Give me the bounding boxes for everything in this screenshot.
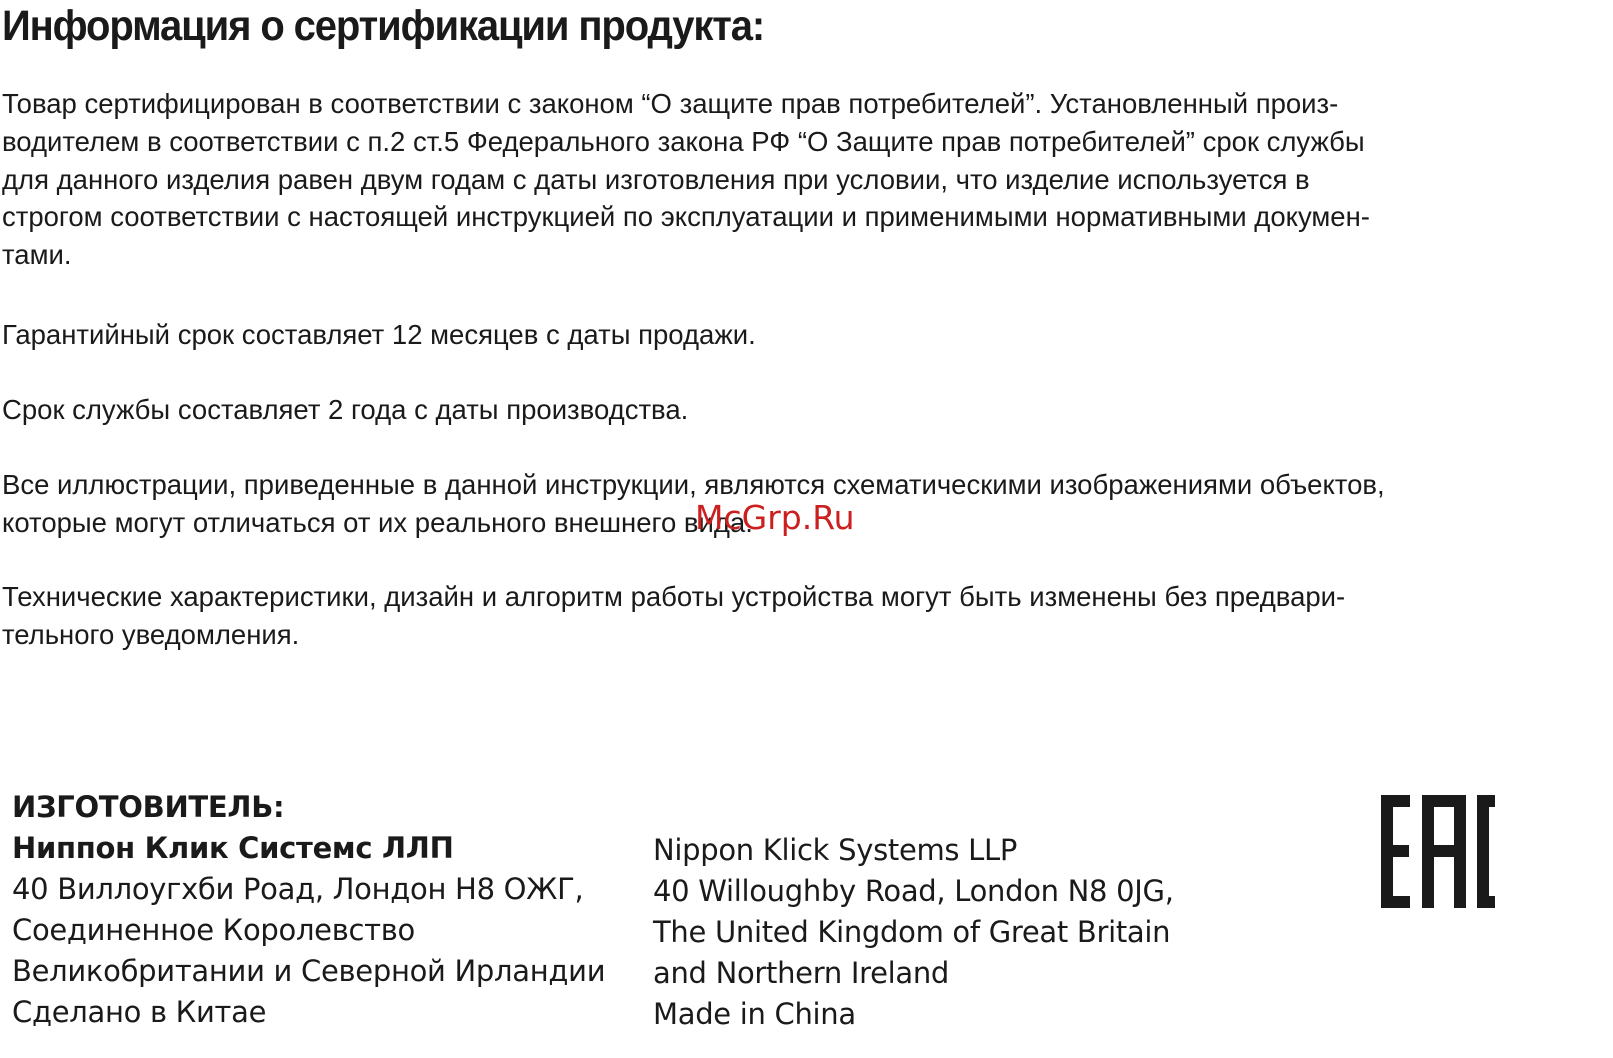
specs-change-paragraph xyxy=(2,578,1345,654)
manufacturer-address-line-en: The United Kingdom of Great Britain xyxy=(653,915,1171,949)
paragraph-line: строгом соответствии с настоящей инструкцией по эксплуатации и применимыми нормативными докумен- xyxy=(2,201,1370,233)
paragraph-line: Товар сертифицирован в соответствии с законом “О защите прав потребителей”. Установленный произ- xyxy=(2,88,1339,119)
manufacturer-company-ru: Ниппон Клик Системс ЛЛП xyxy=(12,831,454,865)
paragraph-line: которые могут отличаться от их реального внешнего вида. xyxy=(2,506,753,538)
paragraph-line: Срок службы составляет 2 года с даты производства. xyxy=(2,394,689,425)
manufacturer-origin-ru: Сделано в Китае xyxy=(12,995,267,1029)
paragraph-line: Гарантийный срок составляет 12 месяцев с даты продажи. xyxy=(2,319,756,350)
eac-mark-icon xyxy=(1381,795,1495,908)
manufacturer-address-line-en: and Northern Ireland xyxy=(653,956,950,990)
manufacturer-company-en: Nippon Klick Systems LLP xyxy=(653,833,1018,867)
paragraph-line: Все иллюстрации, приведенные в данной инструкции, являются схематическими изображениями объектов, xyxy=(2,469,1385,500)
manufacturer-heading: ИЗГОТОВИТЕЛЬ: xyxy=(12,790,285,824)
manufacturer-address-line: Соединенное Королевство xyxy=(12,913,415,947)
paragraph-line: водителем в соответствии с п.2 ст.5 Федерального закона РФ “О Защите прав потребителей” срок службы xyxy=(2,125,1365,157)
certification-paragraph xyxy=(2,85,1370,274)
service-life-paragraph xyxy=(2,391,688,429)
manufacturer-address-line: Великобритании и Северной Ирландии xyxy=(12,954,606,988)
manufacturer-address-line-en: 40 Willoughby Road, London N8 0JG, xyxy=(653,874,1174,908)
manufacturer-address-line: 40 Виллоугхби Роад, Лондон Н8 ОЖГ, xyxy=(12,872,584,906)
paragraph-line: тами. xyxy=(2,239,72,271)
manufacturer-origin-en: Made in China xyxy=(653,997,856,1031)
manufacturer-ru xyxy=(12,787,605,1033)
page-title: Информация о сертификации продукта: xyxy=(2,2,765,50)
warranty-paragraph xyxy=(2,316,756,354)
paragraph-line: Технические характеристики, дизайн и алгоритм работы устройства могут быть изменены без предвари- xyxy=(2,581,1346,612)
illustrations-paragraph xyxy=(2,466,1385,542)
manufacturer-en xyxy=(653,830,1174,1035)
paragraph-line: для данного изделия равен двум годам с даты изготовления при условии, что изделие используется в xyxy=(2,163,1310,195)
watermark: McGrp.Ru xyxy=(695,498,855,537)
paragraph-line: тельного уведомления. xyxy=(2,618,300,650)
